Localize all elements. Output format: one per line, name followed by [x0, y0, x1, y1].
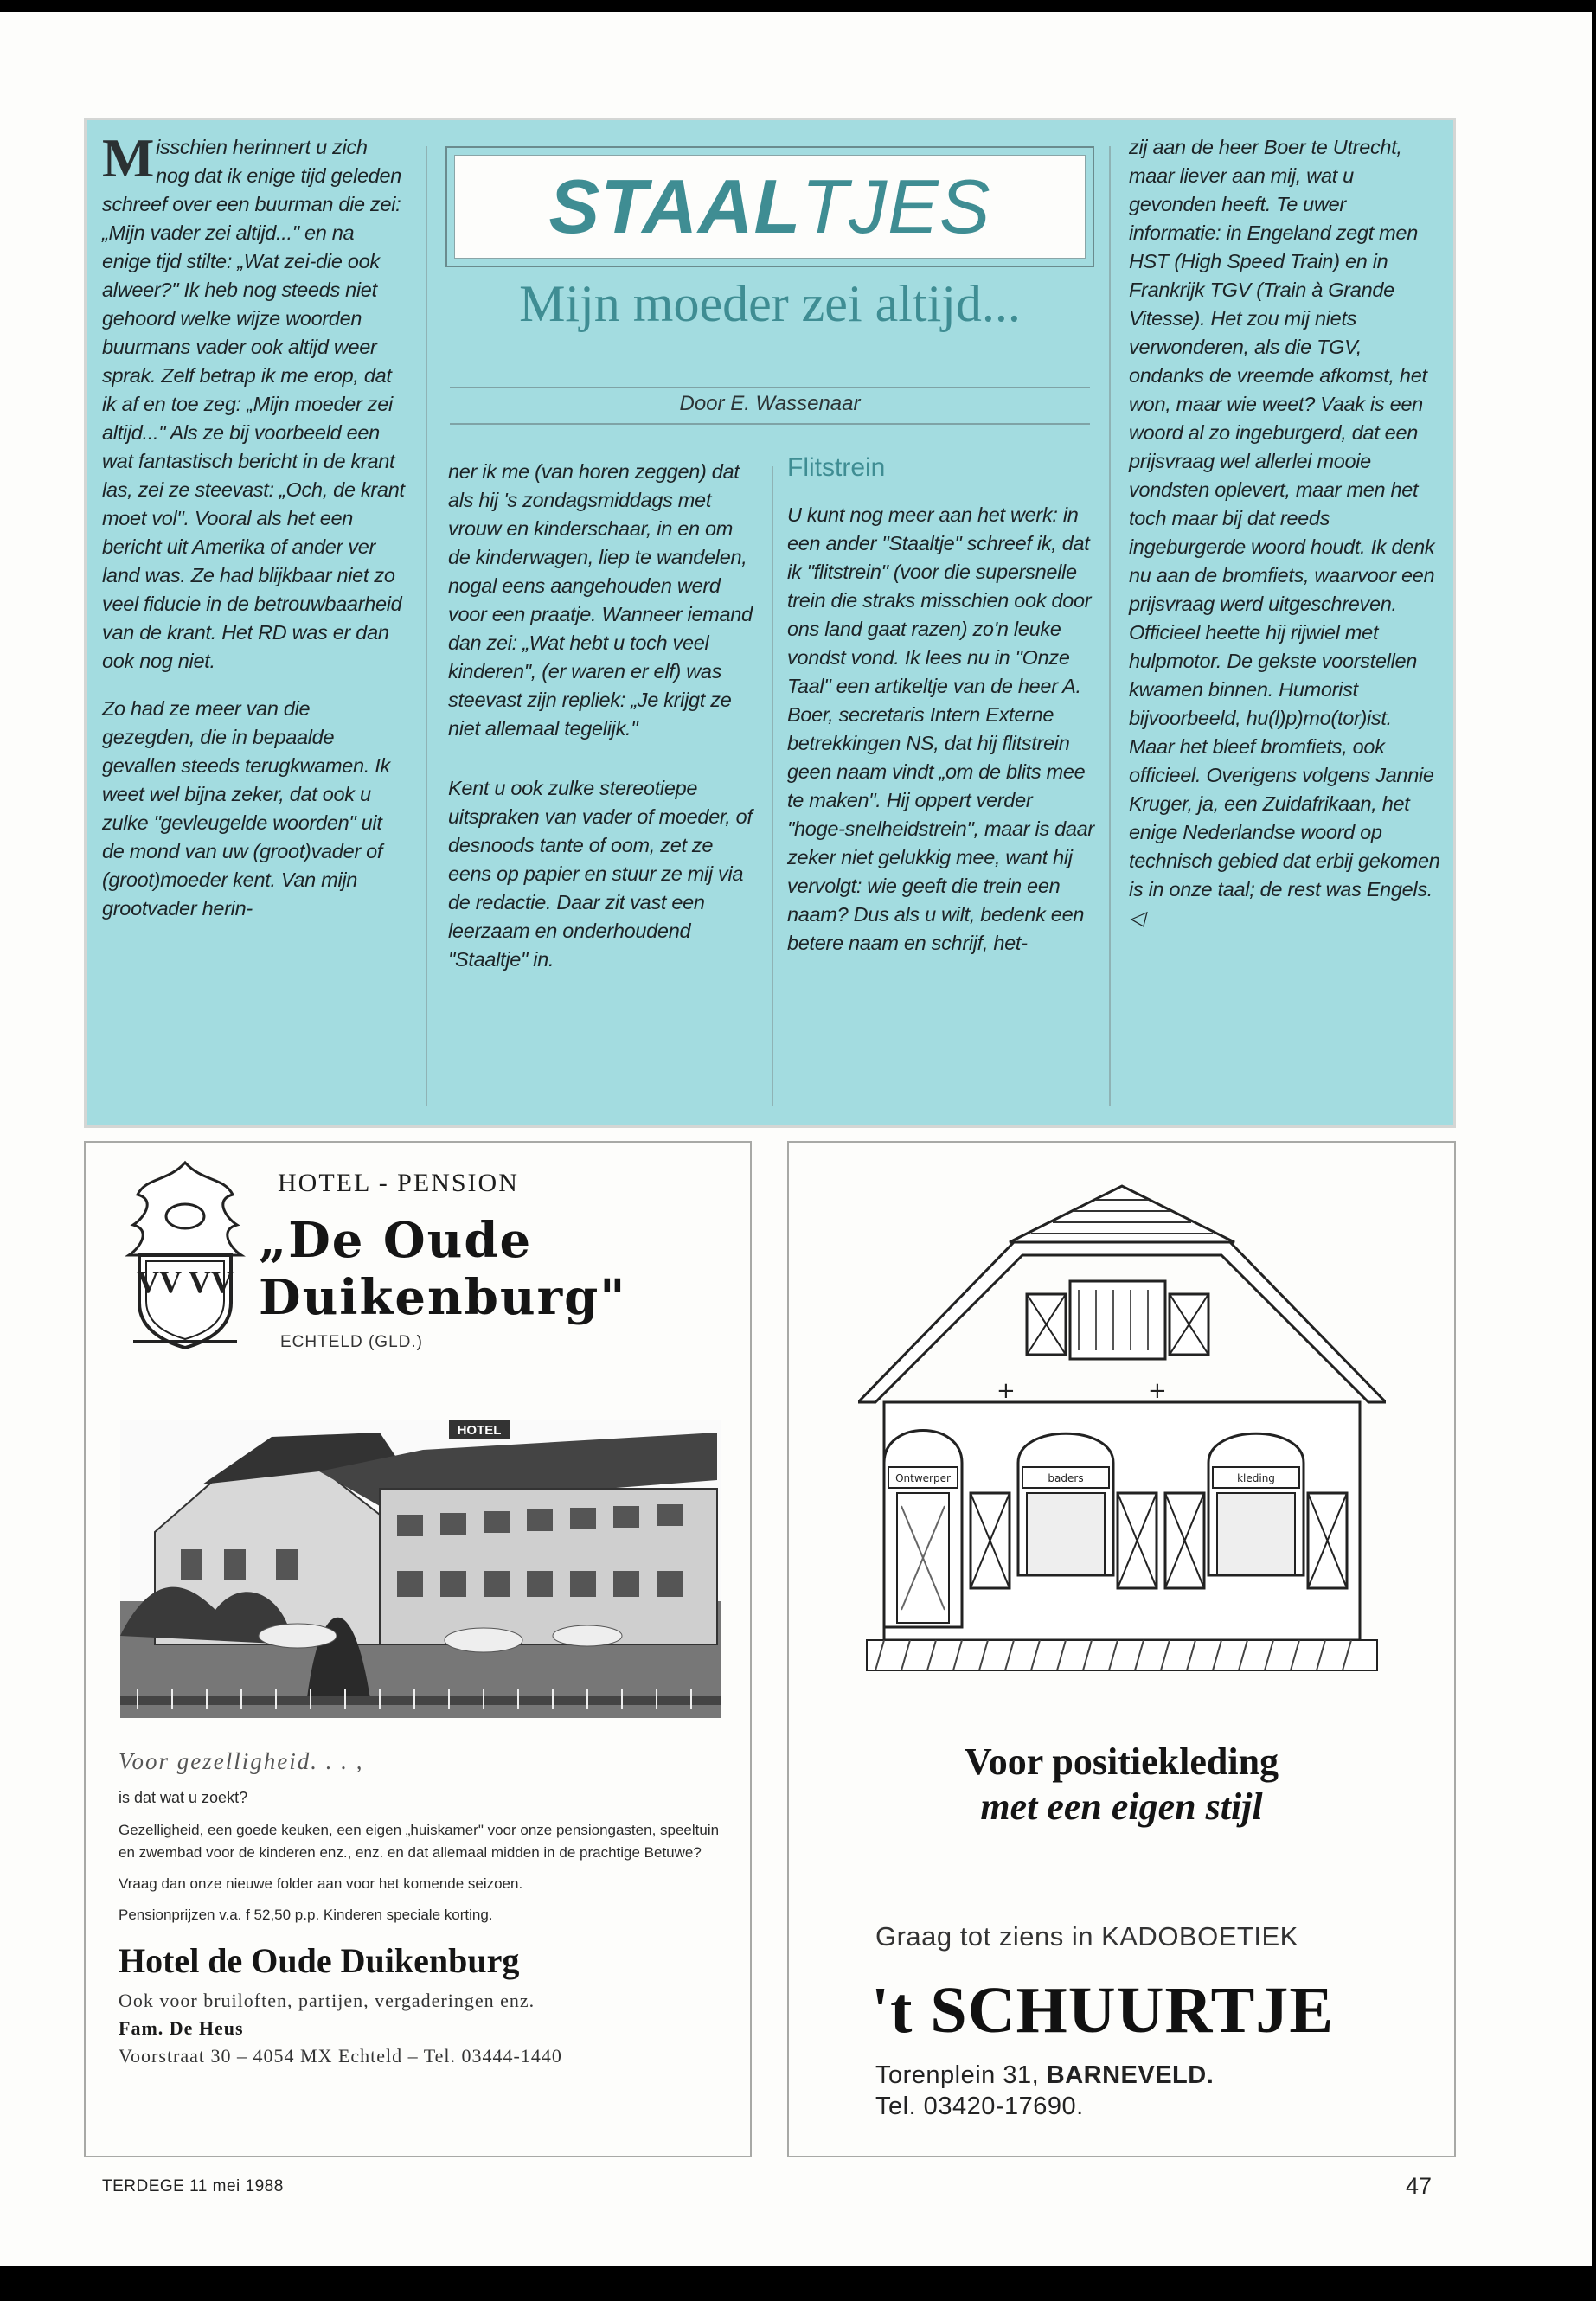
article-col1-para2: Zo had ze meer van die gezegden, die in bepaalde gevallen steeds terugkwamen. Ik weet wel bijna zeker, dat ook u zulke "gevleugelde woorden" uit de mond van uw (groot)vader of (groot)moeder kent. Van mijn grootvader herin- — [102, 697, 390, 920]
coat-of-arms-icon — [120, 1156, 250, 1355]
article-column-1 — [102, 127, 405, 923]
divider — [450, 387, 1090, 388]
shop-sign-right: kleding — [1237, 1472, 1275, 1484]
footer-issue: TERDEGE 11 mei 1988 — [102, 2177, 284, 2195]
magazine-page — [0, 12, 1592, 2266]
article-title: STAAL TJES — [454, 155, 1086, 259]
shop-headline — [789, 1740, 1454, 1830]
shop-phone: Tel. 03420-17690. — [875, 2093, 1084, 2120]
ad-folder: Vraag dan onze nieuwe folder aan voor het komende seizoen. — [119, 1875, 523, 1892]
ad-header: HOTEL - PENSION — [278, 1169, 519, 1197]
svg-text:+: + — [1148, 1378, 1167, 1404]
shop-building-illustration — [858, 1177, 1386, 1714]
ad-question: is dat wat u zoekt? — [119, 1789, 248, 1806]
article-col2-para2: Kent u ook zulke stereotiepe uitspraken van vader of moeder, of desnoods tante of oom, zet ze eens op papier en stuur ze mij via de redactie. Daar zit vast een leerzaam en onderhoudend "Staaltje" in. — [448, 777, 753, 971]
article-column-4 — [1129, 133, 1440, 933]
hotel-advertisement — [84, 1141, 752, 2157]
column-divider — [772, 466, 773, 1106]
column-divider — [426, 146, 427, 1106]
column-divider — [1109, 146, 1111, 1106]
shop-street: Torenplein 31, — [875, 2061, 1047, 2089]
shop-headline-line1: Voor positiekleding — [964, 1740, 1279, 1783]
shop-sign-left: Ontwerper — [895, 1472, 951, 1484]
page-number: 47 — [1406, 2173, 1433, 2199]
shop-headline-line2: met een eigen stijl — [980, 1785, 1263, 1828]
hotel-name: Hotel de Oude Duikenburg — [119, 1941, 520, 1980]
article-column-3 — [787, 501, 1094, 958]
ad-script-line: Voor gezelligheid. . . , — [119, 1748, 364, 1774]
article-col1-para1: Misschien herinnert u zich nog dat ik enige tijd geleden schreef over een buurman die zei: „Mijn vader zei altijd..." en na enige tijd stilte: „Wat zei-die ook alweer?" Ik heb nog steeds niet gehoord welke wijze woorden buurmans vader ook altijd weer sprak. Zelf betrap ik me erop, dat ik af en toe zeg: „Mijn moeder zei altijd..." Als ze bij voorbeeld een wat fantastisch bericht in de krant las, zei ze steevast: „Och, de krant moet vol". Vooral als het een bericht uit Amerika of ander ver land was. Ze had blijkbaar niet zo veel fiducie in de betrouwbaarheid van de krant. Het RD was er dan ook nog niet. — [102, 127, 405, 672]
page-edge — [1592, 0, 1596, 2301]
article-col2-para1: ner ik me (van horen zeggen) dat als hij 's zondagsmiddags met vrouw en kinderschaar, in en om de kinderwagen, liep te wandelen, nogal eens aangehouden werd voor een praatje. Wanneer iemand dan zei: „Wat hebt u toch veel kinderen", (er waren er elf) was steevast zijn repliek: „Je krijgt ze niet allemaal tegelijk." — [448, 460, 753, 740]
hotel-logo-name: „De Oude Duikenburg" — [259, 1212, 627, 1326]
hotel-address: Voorstraat 30 – 4054 MX Echteld – Tel. 03444-1440 — [119, 2045, 562, 2067]
ad-body: Gezelligheid, een goede keuken, een eigen „huiskamer" voor onze pensiongasten, speeltuin en zwembad voor de kinderen enz., enz. en dat allemaal midden in de prachtige Betuwe? — [119, 1822, 720, 1861]
section-heading-flitstrein: Flitstrein — [787, 453, 886, 482]
article-byline: Door E. Wassenaar — [679, 392, 861, 415]
hotel-family: Fam. De Heus — [119, 2017, 244, 2039]
hotel-ad-text — [119, 1748, 724, 2073]
hotel-occasions: Ook voor bruiloften, partijen, vergaderingen enz. — [119, 1990, 535, 2011]
staaltjes-article — [84, 118, 1456, 1128]
hotel-photo — [120, 1420, 721, 1718]
drop-cap: M — [102, 127, 155, 189]
shop-advertisement — [787, 1141, 1456, 2157]
crest-letters: VV VV — [137, 1265, 234, 1299]
ad-prices: Pensionprijzen v.a. f 52,50 p.p. Kinderen speciale korting. — [119, 1907, 493, 1923]
shop-sign-mid: baders — [1048, 1472, 1084, 1484]
shop-city: BARNEVELD. — [1046, 2061, 1215, 2089]
shop-greeting: Graag tot ziens in KADOBOETIEK — [875, 1921, 1298, 1952]
article-column-2 — [448, 458, 760, 974]
svg-text:+: + — [997, 1378, 1016, 1404]
article-col3-para1: U kunt nog meer aan het werk: in een ander "Staaltje" schreef ik, dat ik "flitstrein" (voor die supersnelle trein die straks misschien ook door ons land gaat razen) zo'n leuke vondst vond. Ik lees nu in "Onze Taal" een artikeltje van de heer A. Boer, secretaris Intern Externe betrekkingen NS, dat hij flitstrein geen naam vindt „om de blits mee te maken". Hij oppert verder "hoge-snelheidstrein", maar is daar zeker niet gelukkig mee, want hij vervolgt: wie geeft die trein een naam? Dus als u wilt, bedenk een betere naam en schrijf, het- — [787, 503, 1094, 954]
shop-name: 't SCHUURTJE — [871, 1974, 1335, 2047]
article-col4-para1: zij aan de heer Boer te Utrecht, maar liever aan mij, wat u gevonden heeft. Te uwer informatie: in Engeland zegt men HST (High Speed Train) en in Frankrijk TGV (Train à Grande Vitesse). Het zou mij niets verwonderen, als die TGV, ondanks de vreemde afkomst, het won, maar wie weet? Vaak is een woord al zo ingeburgerd, dat een prijsvraag wel allerlei mooie vondsten oplevert, maar men het toch maar bij dat reeds ingeburgerde woord houdt. Ik denk nu aan de bromfiets, waarvoor een prijsvraag werd uitgeschreven. Officieel heette hij rijwiel met hulpmotor. De gekste voorstellen kwamen binnen. Humorist bijvoorbeeld, hu(l)p)mo(tor)ist. Maar het bleef bromfiets, ook officieel. Overigens volgens Jannie Kruger, ja, een Zuidafrikaan, het enige Nederlandse woord op technisch gebied dat erbij gekomen is in onze taal; de rest was Engels. ◁ — [1129, 136, 1440, 929]
article-subtitle: Mijn moeder zei altijd... — [519, 275, 1021, 332]
title-box — [445, 146, 1094, 267]
shop-address — [875, 2060, 1214, 2122]
divider — [450, 423, 1090, 425]
hotel-sign: HOTEL — [457, 1423, 502, 1438]
hotel-location: ECHTELD (GLD.) — [280, 1333, 423, 1351]
